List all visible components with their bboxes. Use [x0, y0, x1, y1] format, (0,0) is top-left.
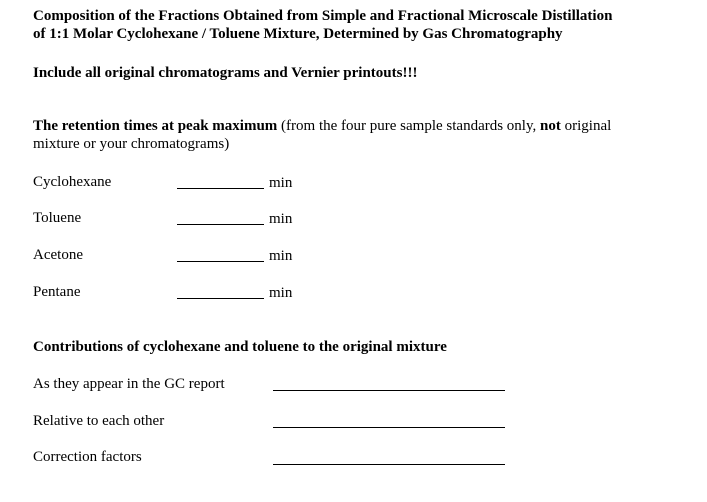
retention-unit: min [269, 248, 293, 264]
retention-time-field[interactable] [177, 298, 264, 299]
retention-unit: min [269, 211, 293, 227]
retention-time-field[interactable] [177, 188, 264, 189]
retention-time-field[interactable] [177, 224, 264, 225]
retention-heading-rest-b: original [560, 118, 612, 134]
contribution-answer-field[interactable] [273, 390, 505, 391]
contribution-label: Relative to each other [33, 413, 165, 429]
retention-heading-line-2: mixture or your chromatograms) [33, 136, 230, 152]
contributions-heading: Contributions of cyclohexane and toluene to the original mixture [33, 339, 447, 355]
contribution-label: Correction factors [33, 449, 142, 465]
retention-heading [33, 117, 611, 135]
retention-unit: min [269, 175, 293, 191]
retention-label: Toluene [33, 210, 82, 226]
contribution-answer-field[interactable] [273, 427, 505, 428]
instruction-text: Include all original chromatograms and Vernier printouts!!! [33, 65, 418, 81]
retention-heading-not: not [540, 118, 561, 134]
retention-label: Cyclohexane [33, 174, 112, 190]
title-line-1: Composition of the Fractions Obtained from Simple and Fractional Microscale Distillation [33, 8, 613, 24]
title-line-2: of 1:1 Molar Cyclohexane / Toluene Mixture, Determined by Gas Chromatography [33, 26, 563, 42]
retention-time-field[interactable] [177, 261, 264, 262]
contribution-answer-field[interactable] [273, 464, 505, 465]
retention-heading-bold: The retention times at peak maximum [33, 118, 278, 134]
retention-label: Pentane [33, 284, 81, 300]
retention-heading-rest-a: (from the four pure sample standards only, [277, 118, 541, 134]
retention-label: Acetone [33, 247, 83, 263]
retention-unit: min [269, 285, 293, 301]
contribution-label: As they appear in the GC report [33, 376, 225, 392]
